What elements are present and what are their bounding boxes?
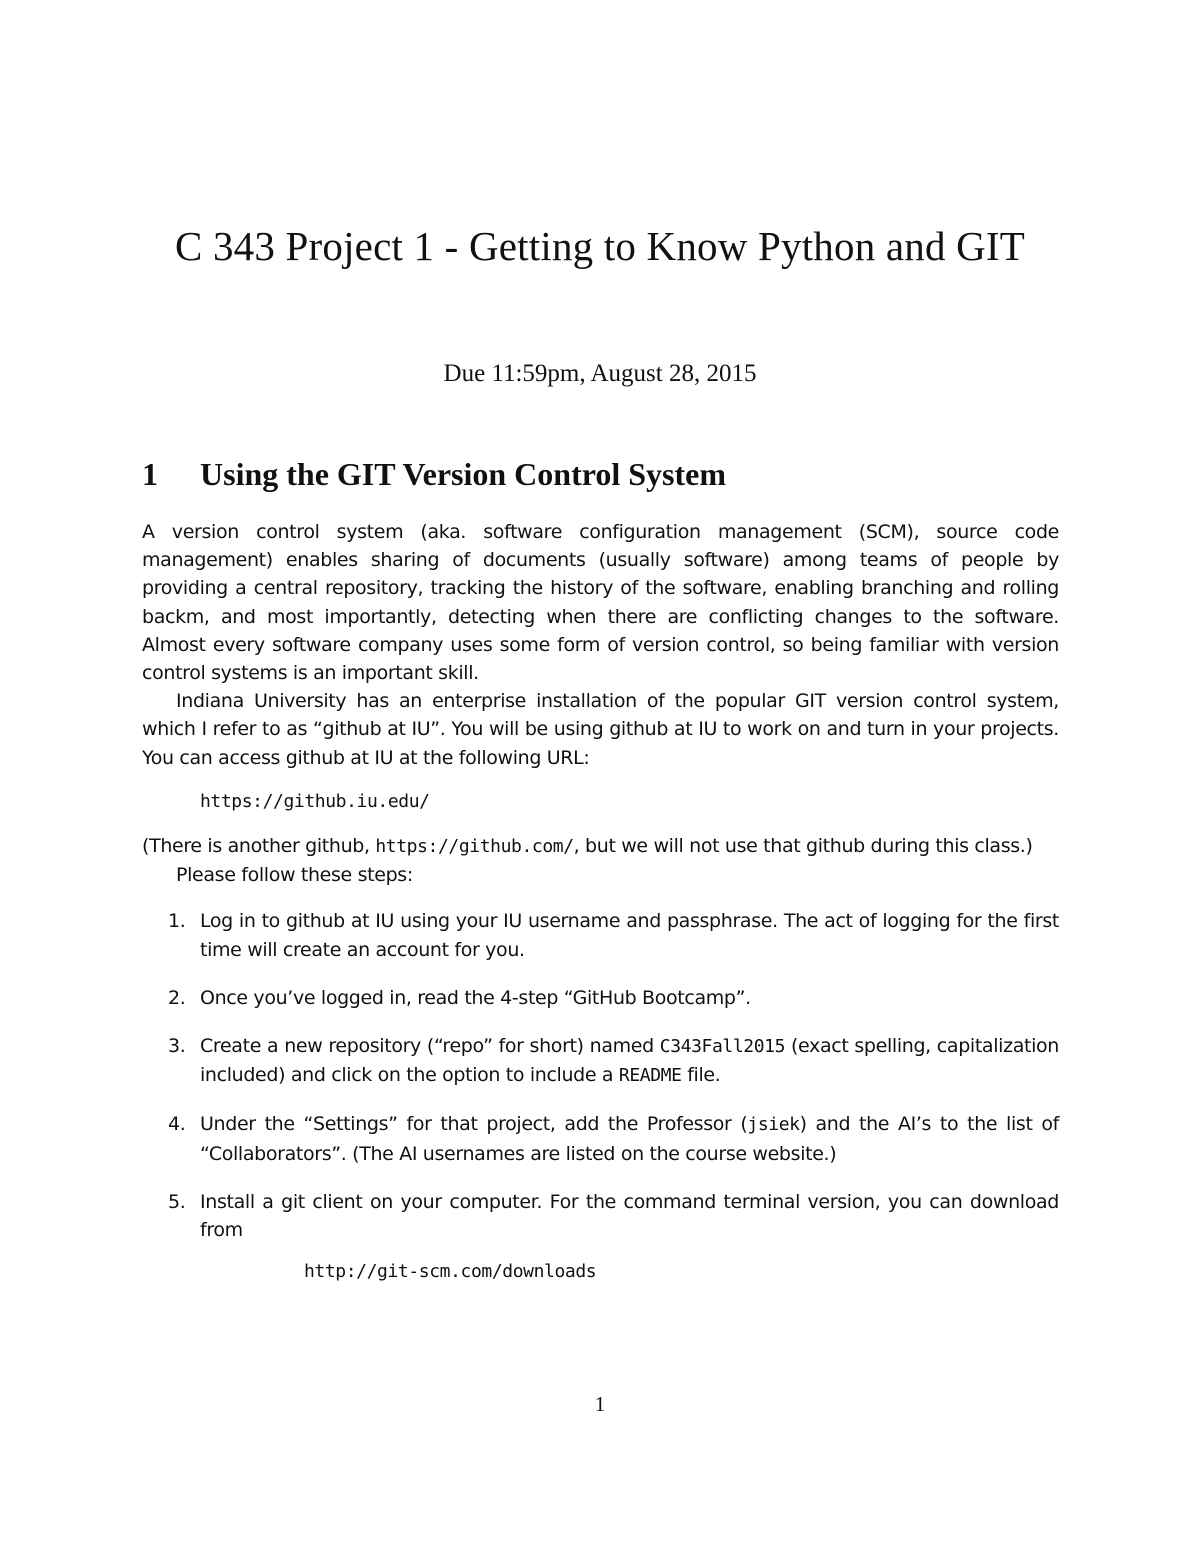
list-item [142,907,1059,963]
page-number: 1 [594,1392,606,1416]
due-date: Due 11:59pm, August 28, 2015 [443,360,757,387]
step-marker: 1. [168,910,186,933]
section-title: Using the GIT Version Control System [200,456,726,492]
section-heading [142,456,726,493]
section-number: 1 [142,456,158,492]
steps-list [142,907,1059,1286]
list-item [142,1110,1059,1167]
step-text: Install a git client on your computer. For the command terminal version, you can download from [200,1190,1059,1242]
paragraph-iu: Indiana University has an enterprise installation of the popular GIT version control system, which I refer to as “github at IU”. You will be using github at IU to work on and turn in your projects. You can access github at IU at the following URL: [142,690,1059,769]
step-marker: 4. [168,1113,186,1136]
paragraph-intro: A version control system (aka. software configuration management (SCM), source code management) enables sharing of documents (usually software) among teams of people by providing a central repository, tracking the history of the software, enabling branching and rolling backm, and most importantly, detecting when there are conflicting changes to the software. Almost every software company uses some form of version control, so being familiar with version control systems is an important skill. [142,521,1059,685]
git-download-url[interactable]: http://git-scm.com/downloads [304,1261,597,1283]
public-github-url[interactable]: https://github.com/ [375,836,574,858]
step-text: Create a new repository (“repo” for short) named [200,1035,660,1058]
professor-username-code: jsiek [747,1114,800,1136]
list-item [142,1032,1059,1090]
step-marker: 3. [168,1035,186,1058]
step-text: Once you’ve logged in, read the 4-step “GitHub Bootcamp”. [200,986,751,1009]
step-text: Log in to github at IU using your IU username and passphrase. The act of logging for the first time will create an account for you. [200,910,1059,961]
iu-github-url[interactable]: https://github.iu.edu/ [200,790,430,812]
paragraph-other-github [142,832,1059,861]
list-item [142,984,1059,1012]
step-text: Under the “Settings” for that project, add the Professor ( [200,1113,748,1136]
step-marker: 2. [168,986,186,1009]
other-github-suffix: , but we will not use that github during this class.) [573,835,1033,858]
readme-code: README [618,1065,682,1087]
step-text: ) and the AI’s to the list of “Collaborators”. (The AI usernames are listed on the course website.) [200,1113,1060,1165]
step-marker: 5. [168,1190,186,1213]
list-item [142,1188,1059,1287]
paragraph-steps-intro: Please follow these steps: [176,864,413,887]
document-title: C 343 Project 1 - Getting to Know Python and GIT [174,223,1026,269]
other-github-prefix: (There is another github, [142,835,376,858]
body-text [142,518,1059,1306]
step-text: file. [681,1064,721,1087]
repo-name-code: C343Fall2015 [659,1036,786,1058]
step-text: (exact spelling, capitalization included) and click on the option to include a [200,1035,1059,1087]
